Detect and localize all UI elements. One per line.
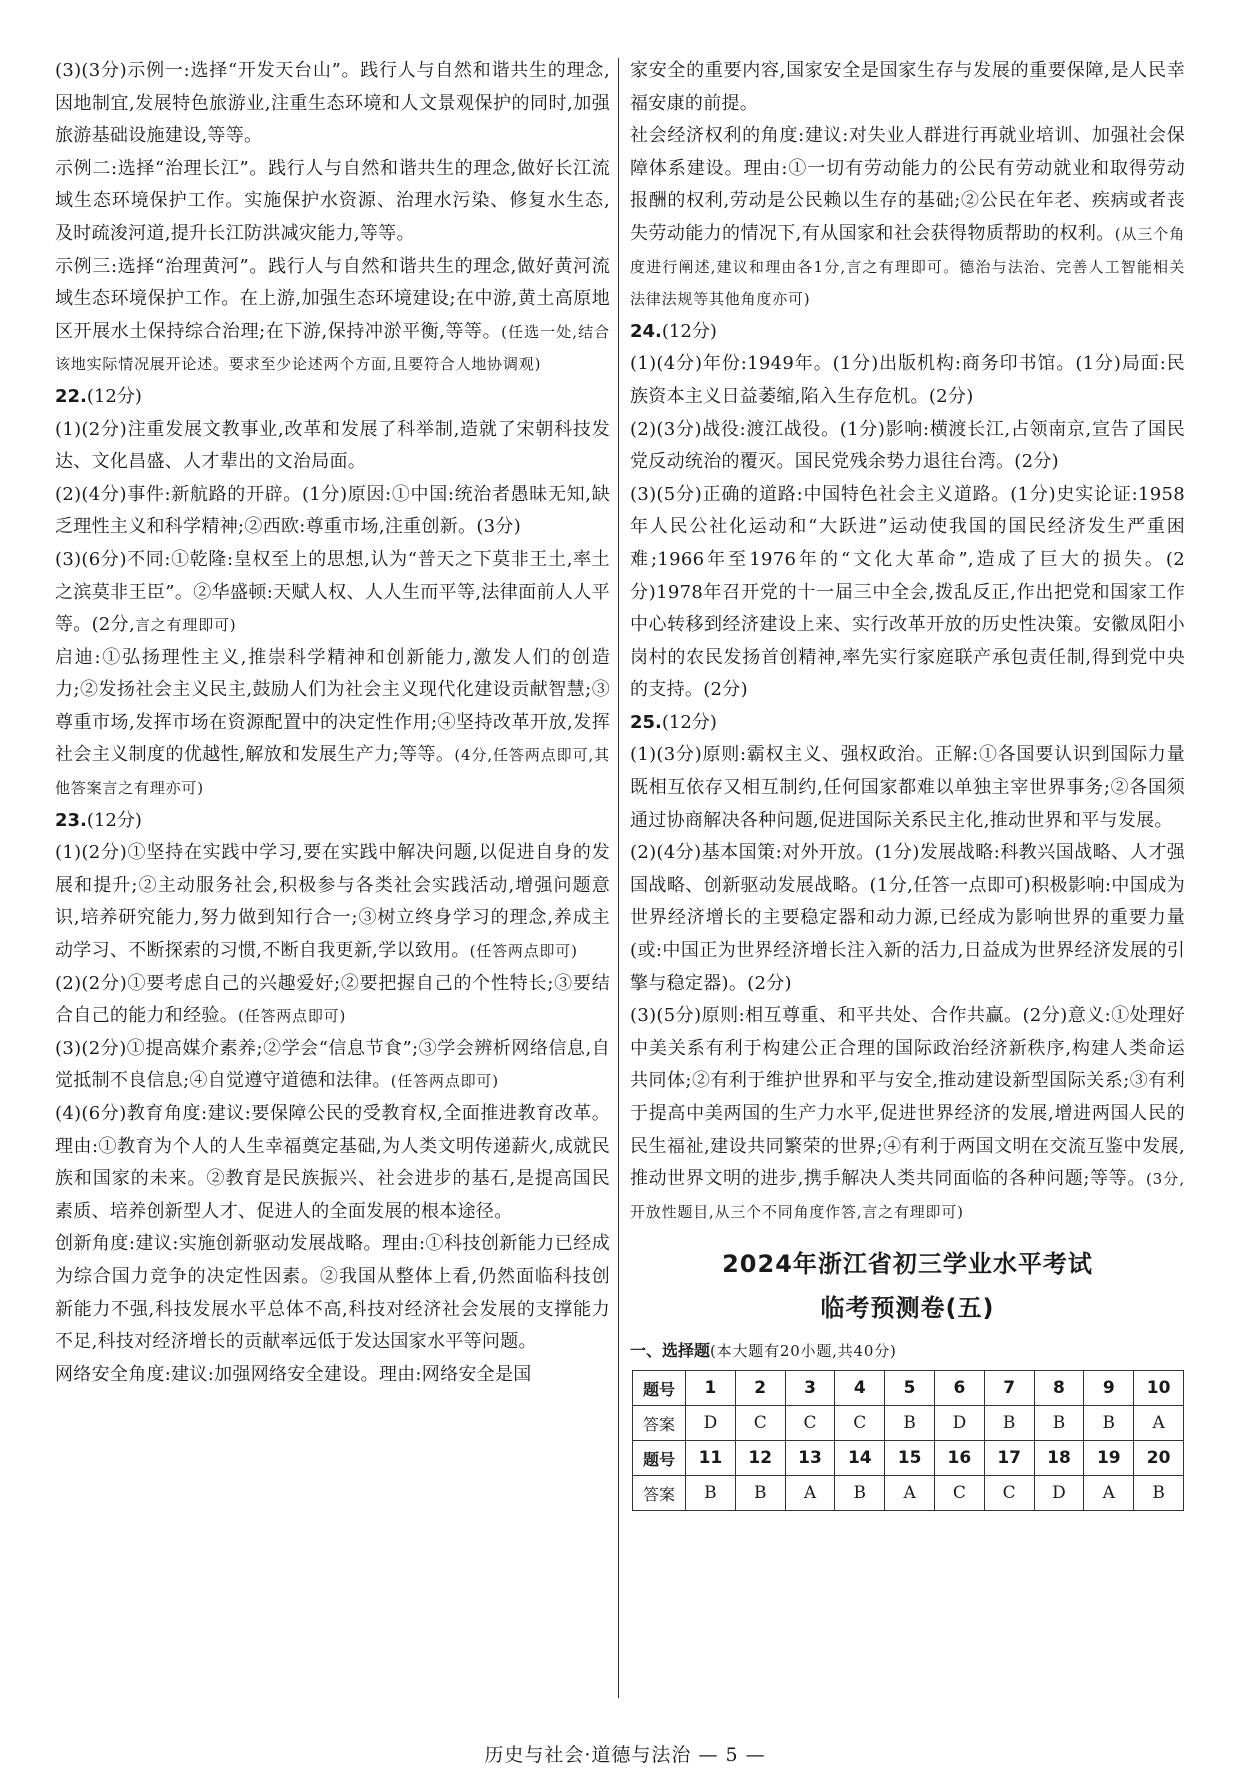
question-number: 24. (630, 320, 662, 342)
row-label: 答案 (633, 1406, 686, 1441)
answer-paragraph (55, 544, 610, 642)
answer-cell: C (735, 1406, 785, 1441)
answer-row (633, 1476, 1184, 1511)
scoring-note: (任答两点即可) (469, 942, 578, 961)
answer-row (633, 1406, 1184, 1441)
answer-paragraph (55, 642, 610, 805)
right-column (630, 55, 1185, 1511)
answer-paragraph (630, 739, 1185, 837)
answer-text: 示例二:选择“治理长江”。践行人与自然和谐共生的理念,做好长江流域生态环境保护工作。实施保护水资源、治理水污染、修复水生态,及时疏浚河道,提升长江防洪减灾能力,等等。 (55, 157, 610, 244)
answer-paragraph (55, 837, 610, 967)
answer-text: (2)(4分)事件:新航路的开辟。(1分)原因:①中国:统治者愚昧无知,缺乏理性主义和科学精神;②西欧:尊重市场,注重创新。(3分) (55, 483, 610, 538)
answer-paragraph (630, 837, 1185, 1000)
answer-text: (3)(2分)①提高媒介素养;②学会“信息节食”;③学会辨析网络信息,自觉抵制不良信息;④自觉遵守道德和法律。 (55, 1037, 610, 1092)
answer-table (632, 1370, 1184, 1511)
question-heading (630, 316, 1185, 349)
answer-cell: C (984, 1476, 1034, 1511)
question-number-cell: 4 (835, 1371, 885, 1406)
question-number-cell: 3 (785, 1371, 835, 1406)
answer-text: (3)(5分)正确的道路:中国特色社会主义道路。(1分)史实论证:1958年人民公社化运动和“大跃进”运动使我国的国民经济发生严重困难;1966年至1976年的“文化大革命”,造成了巨大的损失。(2分)1978年召开党的十一届三中全会,拨乱反正,作出把党和国家工作中心转移到经济建设上来、实行改革开放的历史性决策。安徽凤阳小岗村的农民发扬首创精神,率先实行家庭联产承包责任制,得到党中央的支持。(2分) (630, 483, 1185, 701)
answer-cell: C (934, 1476, 984, 1511)
answer-cell: A (785, 1476, 835, 1511)
answer-text: (3)(5分)原则:相互尊重、和平共处、合作共赢。(2分)意义:①处理好中美关系有利于构建公正合理的国际政治经济新秩序,构建人类命运共同体;②有利于维护世界和平与安全,推动建设新型国际关系;③有利于提高中美两国的生产力水平,促进世界经济的发展,增进两国人民的民生福祉,建设共同繁荣的世界;④有利于两国文明在交流互鉴中发展,推动世界文明的进步,携手解决人类共同面临的各种问题;等等。 (630, 1005, 1185, 1190)
answer-text: (2)(4分)基本国策:对外开放。(1分)发展战略:科教兴国战略、人才强国战略、创新驱动发展战略。(1分,任答一点即可)积极影响:中国成为世界经济增长的主要稳定器和动力源,已经成为影响世界的重要力量(或:中国正为世界经济增长注入新的活力,日益成为世界经济发展的引擎与稳定器)。(2分) (630, 842, 1185, 994)
answer-paragraph (55, 414, 610, 479)
answer-cell: B (1084, 1406, 1134, 1441)
scoring-note: (3分,开放性题目,从三个不同角度作答,言之有理即可) (630, 1170, 1186, 1221)
answer-paragraph (55, 1033, 610, 1098)
row-label: 题号 (633, 1371, 686, 1406)
answer-cell: C (835, 1406, 885, 1441)
question-number-row (633, 1441, 1184, 1476)
answer-text: (3)(3分)示例一:选择“开发天台山”。践行人与自然和谐共生的理念,因地制宜,发展特色旅游业,注重生态环境和人文景观保护的同时,加强旅游基础设施建设,等等。 (55, 60, 610, 147)
answer-cell: D (1034, 1476, 1084, 1511)
section-note: (本大题有20小题,共40分) (710, 1342, 897, 1361)
answer-cell: B (984, 1406, 1034, 1441)
question-number-cell: 14 (835, 1441, 885, 1476)
question-number: 22. (55, 385, 87, 407)
scoring-note: (从三个角度进行阐述,建议和理由各1分,言之有理即可。德治与法治、完善人工智能相关法律法规等其他角度亦可) (630, 224, 1185, 309)
answer-text: (1)(4分)年份:1949年。(1分)出版机构:商务印书馆。(1分)局面:民族资本主义日益萎缩,陷入生存危机。(2分) (630, 353, 1185, 407)
answer-paragraph (55, 968, 610, 1033)
answer-text: 网络安全角度:建议:加强网络安全建设。理由:网络安全是国 (55, 1363, 532, 1385)
answer-cell: B (735, 1476, 785, 1511)
answer-cell: A (1134, 1406, 1184, 1441)
question-number-cell: 10 (1134, 1371, 1184, 1406)
answer-cell: B (1134, 1476, 1184, 1511)
question-number-cell: 11 (686, 1441, 736, 1476)
answer-paragraph (630, 1000, 1185, 1228)
answer-paragraph (630, 120, 1185, 316)
scoring-note: (4分,任答两点即可,其他答案言之有理亦可) (55, 746, 610, 798)
question-number-cell: 12 (735, 1441, 785, 1476)
question-number-cell: 13 (785, 1441, 835, 1476)
question-number-cell: 7 (984, 1371, 1034, 1406)
answer-cell: A (885, 1476, 935, 1511)
answer-paragraph (630, 348, 1185, 413)
page-footer: 历史与社会·道德与法治 — 5 — (484, 1744, 766, 1766)
question-number-row (633, 1371, 1184, 1406)
answer-text: (1)(3分)原则:霸权主义、强权政治。正解:①各国要认识到国际力量既相互依存又相互制约,任何国家都难以单独主宰世界事务;②各国须通过协商解决各种问题,促进国际关系民主化,推动世界和平与发展。 (630, 744, 1185, 831)
answer-text: 示例三:选择“治理黄河”。践行人与自然和谐共生的理念,做好黄河流域生态环境保护工作。在上游,加强生态环境建设;在中游,黄土高原地区开展水土保持综合治理;在下游,保持冲淤平衡,等等。 (55, 255, 610, 342)
row-label: 答案 (633, 1476, 686, 1511)
answer-cell: B (686, 1476, 736, 1511)
answer-paragraph (55, 1228, 610, 1358)
scoring-note: (任选一处,结合该地实际情况展开论述。要求至少论述两个方面,且要符合人地协调观) (55, 322, 610, 374)
question-number-cell: 1 (686, 1371, 736, 1406)
question-score: (12分) (86, 809, 142, 831)
exam-title: 2024年浙江省初三学业水平考试 (722, 1250, 1093, 1279)
question-score: (12分) (661, 711, 717, 733)
column-divider (618, 58, 619, 1698)
answer-text: (1)(2分)注重发展文教事业,改革和发展了科举制,造就了宋朝科技发达、文化昌盛、人才辈出的文治局面。 (55, 418, 610, 473)
answer-paragraph (630, 479, 1185, 707)
answer-cell: A (1084, 1476, 1134, 1511)
question-heading (55, 381, 610, 414)
answer-text: 创新角度:建议:实施创新驱动发展战略。理由:①科技创新能力已经成为综合国力竞争的决定性因素。②我国从整体上看,仍然面临科技创新能力不强,科技发展水平总体不高,科技对经济社会发展的支撑能力不足,科技对经济增长的贡献率远低于发达国家水平等问题。 (55, 1233, 610, 1353)
answer-text: 家安全的重要内容,国家安全是国家生存与发展的重要保障,是人民幸福安康的前提。 (630, 60, 1185, 114)
scoring-note: (任答两点即可) (390, 1072, 499, 1091)
question-number: 25. (630, 711, 662, 733)
scoring-note: 言之有理即可) (135, 616, 237, 635)
question-number-cell: 9 (1084, 1371, 1134, 1406)
answer-paragraph (55, 153, 610, 251)
left-column (55, 55, 610, 1391)
answer-cell: B (1034, 1406, 1084, 1441)
answer-text: (1)(2分)①坚持在实践中学习,要在实践中解决问题,以促进自身的发展和提升;②主动服务社会,积极参与各类社会实践活动,增强问题意识,培养研究能力,努力做到知行合一;③树立终身学习的理念,养成主动学习、不断探索的习惯,不断自我更新,学以致用。 (55, 842, 610, 962)
section-heading (630, 1336, 1185, 1366)
answer-text: 启迪:①弘扬理性主义,推崇科学精神和创新能力,激发人们的创造力;②发扬社会主义民主,鼓励人们为社会主义现代化建设贡献智慧;③尊重市场,发挥市场在资源配置中的决定性作用;④坚持改革开放,发挥社会主义制度的优越性,解放和发展生产力;等等。 (55, 646, 610, 766)
answer-paragraph (55, 1098, 610, 1228)
question-number-cell: 18 (1034, 1441, 1084, 1476)
answer-cell: B (885, 1406, 935, 1441)
answer-paragraph (55, 251, 610, 381)
answer-paragraph (630, 55, 1185, 120)
question-number: 23. (55, 809, 87, 831)
question-score: (12分) (86, 385, 142, 407)
answer-text: (2)(3分)战役:渡江战役。(1分)影响:横渡长江,占领南京,宣告了国民党反动统治的覆灭。国民党残余势力退往台湾。(2分) (630, 418, 1185, 473)
question-number-cell: 15 (885, 1441, 935, 1476)
question-number-cell: 5 (885, 1371, 935, 1406)
question-number-cell: 8 (1034, 1371, 1084, 1406)
right-answers (630, 55, 1185, 1228)
scoring-note: (任答两点即可) (238, 1007, 347, 1026)
answer-cell: B (835, 1476, 885, 1511)
answer-paragraph (55, 1359, 610, 1392)
answer-paragraph (55, 55, 610, 153)
question-number-cell: 17 (984, 1441, 1034, 1476)
question-number-cell: 20 (1134, 1441, 1184, 1476)
answer-text: 社会经济权利的角度:建议:对失业人群进行再就业培训、加强社会保障体系建设。理由:①一切有劳动能力的公民有劳动就业和取得劳动报酬的权利,劳动是公民赖以生存的基础;②公民在年老、疾病或者丧失劳动能力的情况下,有从国家和社会获得物质帮助的权利。 (630, 125, 1185, 244)
question-number-cell: 19 (1084, 1441, 1134, 1476)
row-label: 题号 (633, 1441, 686, 1476)
answer-text: (2)(2分)①要考虑自己的兴趣爱好;②要把握自己的个性特长;③要结合自己的能力和经验。 (55, 972, 610, 1027)
answer-text: (3)(6分)不同:①乾隆:皇权至上的思想,认为“普天之下莫非王土,率土之滨莫非王臣”。②华盛顿:天赋人权、人人生而平等,法律面前人人平等。(2分, (55, 548, 610, 636)
question-number-cell: 6 (934, 1371, 984, 1406)
answer-cell: C (785, 1406, 835, 1441)
section-label: 一、选择题 (630, 1341, 711, 1361)
answer-cell: D (934, 1406, 984, 1441)
question-score: (12分) (661, 320, 717, 342)
answer-paragraph (55, 479, 610, 544)
question-heading (55, 805, 610, 838)
question-heading (630, 707, 1185, 740)
exam-subtitle: 临考预测卷(五) (820, 1294, 995, 1323)
answer-paragraph (630, 414, 1185, 479)
question-number-cell: 16 (934, 1441, 984, 1476)
answer-text: (4)(6分)教育角度:建议:要保障公民的受教育权,全面推进教育改革。理由:①教育为个人的人生幸福奠定基础,为人类文明传递薪火,成就民族和国家的未来。②教育是民族振兴、社会进步的基石,是提高国民素质、培养创新型人才、促进人的全面发展的根本途径。 (55, 1103, 610, 1222)
question-number-cell: 2 (735, 1371, 785, 1406)
answer-cell: D (686, 1406, 736, 1441)
